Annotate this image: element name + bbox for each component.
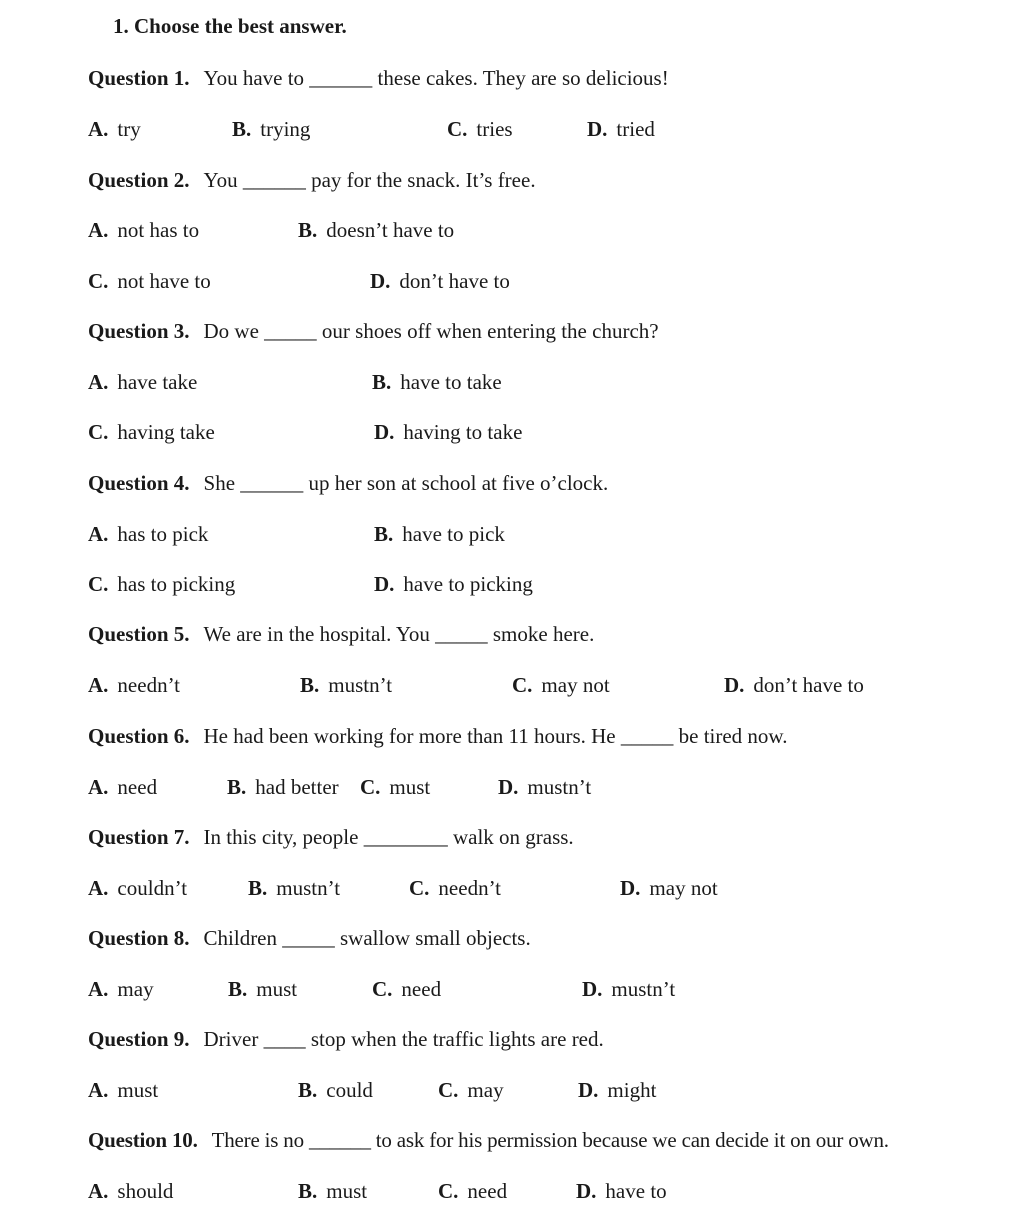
question-8 (88, 926, 531, 951)
q1-option-d[interactable] (587, 117, 655, 142)
q2-option-d[interactable] (370, 269, 510, 294)
option-letter: C. (88, 572, 109, 596)
option-text: not has to (117, 218, 200, 242)
option-letter: C. (447, 117, 468, 141)
q7-option-a[interactable] (88, 876, 187, 901)
option-text: mustn’t (611, 977, 676, 1001)
option-letter: C. (438, 1179, 459, 1203)
option-text: could (326, 1078, 373, 1102)
q10-option-a[interactable] (88, 1179, 173, 1204)
option-letter: D. (498, 775, 519, 799)
q9-option-a[interactable] (88, 1078, 158, 1103)
question-label: Question 8. (88, 926, 190, 950)
option-text: may not (541, 673, 610, 697)
q8-option-a[interactable] (88, 977, 154, 1002)
option-letter: D. (576, 1179, 597, 1203)
q5-option-b[interactable] (300, 673, 392, 698)
option-text: need (467, 1179, 508, 1203)
q10-option-d[interactable] (576, 1179, 667, 1204)
q3-option-c[interactable] (88, 420, 215, 445)
option-letter: D. (724, 673, 745, 697)
option-text: need (401, 977, 442, 1001)
option-letter: B. (228, 977, 248, 1001)
q8-option-d[interactable] (582, 977, 675, 1002)
question-5 (88, 622, 594, 647)
question-label: Question 10. (88, 1128, 198, 1152)
option-letter: D. (370, 269, 391, 293)
option-text: don’t have to (399, 269, 510, 293)
q4-option-a[interactable] (88, 522, 208, 547)
option-text: mustn’t (328, 673, 393, 697)
option-text: has to picking (117, 572, 236, 596)
option-text: not have to (117, 269, 211, 293)
question-text: We are in the hospital. You _____ smoke here. (203, 622, 595, 646)
option-letter: A. (88, 1078, 109, 1102)
option-text: have to pick (402, 522, 505, 546)
option-letter: B. (227, 775, 247, 799)
question-label: Question 5. (88, 622, 190, 646)
option-letter: D. (578, 1078, 599, 1102)
q8-option-b[interactable] (228, 977, 297, 1002)
option-text: mustn’t (527, 775, 592, 799)
option-letter: B. (374, 522, 394, 546)
option-letter: C. (409, 876, 430, 900)
option-text: doesn’t have to (326, 218, 455, 242)
option-letter: B. (300, 673, 320, 697)
option-text: don’t have to (753, 673, 864, 697)
question-10 (88, 1128, 889, 1153)
option-text: need (117, 775, 158, 799)
option-letter: A. (88, 977, 109, 1001)
option-letter: B. (372, 370, 392, 394)
question-text: Children _____ swallow small objects. (203, 926, 531, 950)
question-3 (88, 319, 659, 344)
option-text: trying (260, 117, 311, 141)
option-text: try (117, 117, 141, 141)
q4-option-c[interactable] (88, 572, 235, 597)
q2-option-b[interactable] (298, 218, 454, 243)
option-text: might (607, 1078, 657, 1102)
q7-option-d[interactable] (620, 876, 718, 901)
option-text: must (256, 977, 298, 1001)
q6-option-c[interactable] (360, 775, 430, 800)
option-letter: B. (248, 876, 268, 900)
question-text: You have to ______ these cakes. They are so delicious! (203, 66, 669, 90)
option-letter: A. (88, 1179, 109, 1203)
question-label: Question 2. (88, 168, 190, 192)
question-text: You ______ pay for the snack. It’s free. (203, 168, 536, 192)
q3-option-b[interactable] (372, 370, 502, 395)
question-label: Question 4. (88, 471, 190, 495)
option-letter: D. (374, 572, 395, 596)
option-text: must (326, 1179, 368, 1203)
option-text: has to pick (117, 522, 209, 546)
option-letter: B. (298, 1179, 318, 1203)
option-letter: A. (88, 673, 109, 697)
q9-option-d[interactable] (578, 1078, 656, 1103)
question-6 (88, 724, 787, 749)
q1-option-c[interactable] (447, 117, 513, 142)
option-text: may (117, 977, 154, 1001)
option-letter: D. (587, 117, 608, 141)
option-text: have to picking (403, 572, 533, 596)
question-text: He had been working for more than 11 hours. He _____ be tired now. (203, 724, 788, 748)
question-text: There is no ______ to ask for his permission because we can decide it on our own. (211, 1128, 889, 1152)
q9-option-b[interactable] (298, 1078, 373, 1103)
question-text: Do we _____ our shoes off when entering the church? (203, 319, 659, 343)
q5-option-d[interactable] (724, 673, 864, 698)
option-text: may (467, 1078, 504, 1102)
option-text: mustn’t (276, 876, 341, 900)
question-text: She ______ up her son at school at five o’clock. (203, 471, 609, 495)
option-letter: B. (298, 218, 318, 242)
option-text: must (117, 1078, 159, 1102)
option-letter: B. (232, 117, 252, 141)
q8-option-c[interactable] (372, 977, 441, 1002)
q2-option-c[interactable] (88, 269, 211, 294)
q4-option-d[interactable] (374, 572, 533, 597)
option-letter: D. (582, 977, 603, 1001)
question-4 (88, 471, 608, 496)
question-2 (88, 168, 536, 193)
q5-option-a[interactable] (88, 673, 180, 698)
option-text: have to (605, 1179, 667, 1203)
question-label: Question 1. (88, 66, 190, 90)
question-9 (88, 1027, 604, 1052)
question-7 (88, 825, 574, 850)
q2-option-a[interactable] (88, 218, 199, 243)
option-text: tries (476, 117, 513, 141)
option-letter: A. (88, 117, 109, 141)
q3-option-a[interactable] (88, 370, 197, 395)
option-letter: A. (88, 876, 109, 900)
q1-option-b[interactable] (232, 117, 310, 142)
exercise-title: 1. Choose the best answer. (113, 14, 347, 38)
question-1 (88, 66, 669, 91)
question-label: Question 6. (88, 724, 190, 748)
option-letter: C. (438, 1078, 459, 1102)
option-text: have to take (400, 370, 502, 394)
q3-option-d[interactable] (374, 420, 522, 445)
question-label: Question 9. (88, 1027, 190, 1051)
q5-option-c[interactable] (512, 673, 610, 698)
question-text: Driver ____ stop when the traffic lights are red. (203, 1027, 604, 1051)
option-letter: B. (298, 1078, 318, 1102)
option-letter: C. (372, 977, 393, 1001)
question-text: In this city, people ________ walk on grass. (203, 825, 574, 849)
option-text: having to take (403, 420, 523, 444)
option-text: should (117, 1179, 174, 1203)
q7-option-b[interactable] (248, 876, 340, 901)
q6-option-b[interactable] (227, 775, 339, 800)
option-text: needn’t (438, 876, 502, 900)
option-letter: C. (360, 775, 381, 799)
option-text: may not (649, 876, 718, 900)
option-text: needn’t (117, 673, 181, 697)
q6-option-a[interactable] (88, 775, 157, 800)
option-text: couldn’t (117, 876, 188, 900)
option-letter: A. (88, 775, 109, 799)
question-label: Question 3. (88, 319, 190, 343)
option-letter: D. (374, 420, 395, 444)
option-text: having take (117, 420, 215, 444)
option-letter: C. (512, 673, 533, 697)
option-text: had better (255, 775, 339, 799)
option-letter: A. (88, 370, 109, 394)
option-letter: A. (88, 218, 109, 242)
q1-option-a[interactable] (88, 117, 141, 142)
q7-option-c[interactable] (409, 876, 501, 901)
option-text: must (389, 775, 431, 799)
option-letter: C. (88, 269, 109, 293)
q4-option-b[interactable] (374, 522, 505, 547)
option-letter: C. (88, 420, 109, 444)
q9-option-c[interactable] (438, 1078, 504, 1103)
option-text: tried (616, 117, 655, 141)
question-label: Question 7. (88, 825, 190, 849)
q10-option-b[interactable] (298, 1179, 367, 1204)
q6-option-d[interactable] (498, 775, 591, 800)
q10-option-c[interactable] (438, 1179, 507, 1204)
option-text: have take (117, 370, 198, 394)
option-letter: D. (620, 876, 641, 900)
option-letter: A. (88, 522, 109, 546)
